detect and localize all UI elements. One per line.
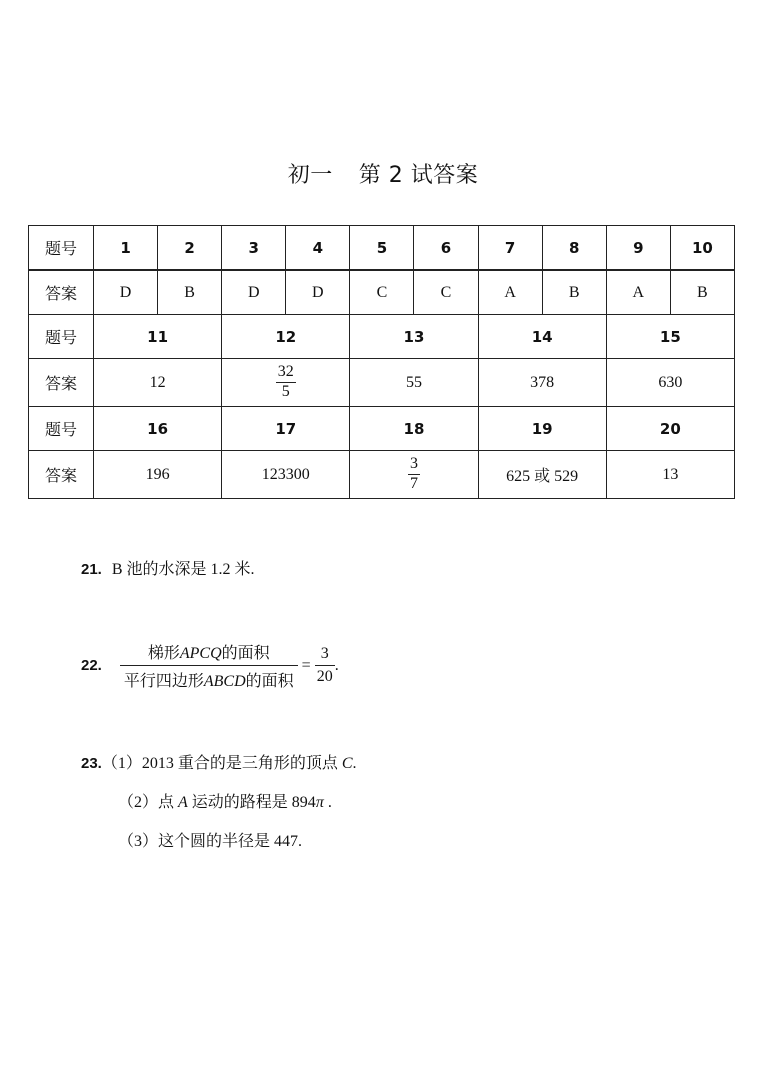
answer-cell: 378 xyxy=(478,359,606,407)
part-2-prefix: （2）点 xyxy=(118,794,179,811)
answer-23-part-3 xyxy=(118,828,302,851)
denominator-prefix: 平行四边形 xyxy=(123,673,204,690)
answer-cell xyxy=(222,359,350,407)
part-2-end: . xyxy=(323,794,332,811)
question-number: 10 xyxy=(670,226,734,271)
part-2-middle: 运动的路程是 894 xyxy=(187,794,316,811)
fraction-numerator: 32 xyxy=(276,364,296,383)
ratio-numerator xyxy=(120,640,298,666)
ratio-denominator xyxy=(120,666,298,691)
answer-cell: B xyxy=(158,270,222,315)
answer-cell: B xyxy=(542,270,606,315)
answer-cell: D xyxy=(222,270,286,315)
numerator-suffix: 的面积 xyxy=(221,645,270,662)
answer-cell: 55 xyxy=(350,359,478,407)
answer-23-part-2 xyxy=(118,789,332,812)
fraction xyxy=(408,456,420,493)
question-number: 6 xyxy=(414,226,478,271)
table-row-questions-2 xyxy=(29,315,735,359)
question-number: 1 xyxy=(94,226,158,271)
part-1-text: （1）2013 重合的是三角形的顶点 xyxy=(101,755,342,772)
answer-21 xyxy=(81,556,255,579)
question-number: 11 xyxy=(94,315,222,359)
question-number: 9 xyxy=(606,226,670,271)
question-number: 3 xyxy=(222,226,286,271)
answer-cell: B xyxy=(670,270,734,315)
row-header: 答案 xyxy=(29,359,94,407)
answer-23-part-1 xyxy=(81,750,357,773)
fraction xyxy=(276,364,296,401)
fraction-denominator: 5 xyxy=(281,383,290,400)
part-3-text: （3）这个圆的半径是 447. xyxy=(118,833,303,850)
answer-cell xyxy=(350,451,478,499)
ratio-fraction xyxy=(120,640,298,691)
answer-cell: 630 xyxy=(606,359,734,407)
answer-cell: 13 xyxy=(606,451,734,499)
denominator-variable: ABCD xyxy=(203,673,246,690)
table-row-questions-1 xyxy=(29,226,735,271)
answer-table xyxy=(28,225,735,499)
equals-sign: = xyxy=(301,656,311,674)
question-number: 13 xyxy=(350,315,478,359)
row-header: 题号 xyxy=(29,407,94,451)
title-grade: 初一 xyxy=(287,163,333,188)
fraction-numerator: 3 xyxy=(408,456,420,475)
answer-cell: 12 xyxy=(94,359,222,407)
question-number: 14 xyxy=(478,315,606,359)
answer-cell: D xyxy=(94,270,158,315)
part-1-variable: C xyxy=(341,755,353,772)
answer-21-text: B 池的水深是 1.2 米. xyxy=(111,561,255,578)
answer-cell: 123300 xyxy=(222,451,350,499)
question-23-number: 23. xyxy=(81,755,102,772)
part-2-variable: A xyxy=(178,794,188,811)
table-row-answers-3 xyxy=(29,451,735,499)
answer-22 xyxy=(81,640,339,691)
answer-cell: C xyxy=(414,270,478,315)
row-header: 题号 xyxy=(29,226,94,271)
answer-22-period: . xyxy=(334,656,339,674)
row-header: 题号 xyxy=(29,315,94,359)
answer-cell: D xyxy=(286,270,350,315)
row-header: 答案 xyxy=(29,270,94,315)
question-21-number: 21. xyxy=(81,561,102,578)
table-row-questions-3 xyxy=(29,407,735,451)
numerator-prefix: 梯形 xyxy=(147,645,180,662)
result-fraction xyxy=(315,645,335,686)
question-number: 7 xyxy=(478,226,542,271)
question-number: 19 xyxy=(478,407,606,451)
denominator-suffix: 的面积 xyxy=(245,673,294,690)
numerator-variable: APCQ xyxy=(179,645,222,662)
question-number: 15 xyxy=(606,315,734,359)
question-number: 12 xyxy=(222,315,350,359)
fraction-denominator: 7 xyxy=(409,475,418,492)
question-number: 16 xyxy=(94,407,222,451)
question-number: 20 xyxy=(606,407,734,451)
answer-cell: 625 或 529 xyxy=(478,451,606,499)
part-1-end: . xyxy=(352,755,357,772)
question-number: 18 xyxy=(350,407,478,451)
page-title xyxy=(0,158,766,189)
title-test: 第 2 试答案 xyxy=(358,163,479,188)
row-header: 答案 xyxy=(29,451,94,499)
table-row-answers-1 xyxy=(29,270,735,315)
answer-cell: 196 xyxy=(94,451,222,499)
pi-symbol: π xyxy=(315,794,324,811)
question-number: 8 xyxy=(542,226,606,271)
answer-cell: C xyxy=(350,270,414,315)
question-number: 17 xyxy=(222,407,350,451)
answer-cell: A xyxy=(478,270,542,315)
question-number: 5 xyxy=(350,226,414,271)
result-denominator: 20 xyxy=(316,668,333,685)
answer-cell: A xyxy=(606,270,670,315)
question-number: 2 xyxy=(158,226,222,271)
question-number: 4 xyxy=(286,226,350,271)
result-numerator: 3 xyxy=(315,645,335,666)
question-22-number: 22. xyxy=(81,657,102,674)
table-row-answers-2 xyxy=(29,359,735,407)
